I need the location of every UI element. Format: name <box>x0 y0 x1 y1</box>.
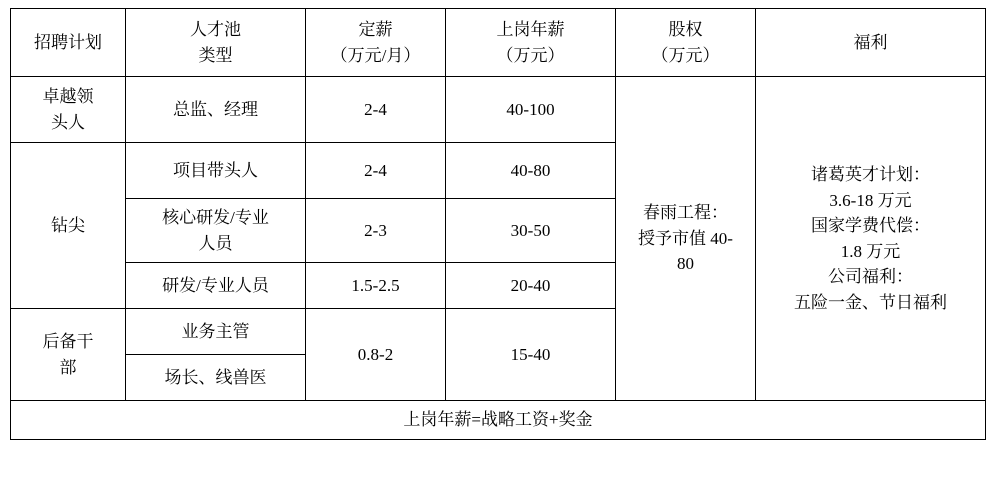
pool-type: 总监、经理 <box>126 77 306 143</box>
group-label-line1: 后备干 <box>42 332 94 351</box>
group-label-reserve-cadre <box>11 309 126 401</box>
header-equity-line2: （万元） <box>651 45 720 65</box>
pool-type <box>126 199 306 263</box>
benefit-item: 诸葛英才计划： <box>811 165 930 184</box>
pool-type-line1: 核心研发/专业 <box>162 208 269 227</box>
header-talent-pool-type <box>126 9 306 77</box>
group-label-line2: 头人 <box>51 112 85 132</box>
benefit-item: 3.6-18 万元 <box>829 190 912 210</box>
header-benefits: 福利 <box>756 9 986 77</box>
header-equity-line1: 股权 <box>668 20 703 39</box>
recruitment-plan-table <box>10 8 986 440</box>
annual-salary: 30-50 <box>446 199 616 263</box>
annual-salary: 40-80 <box>446 143 616 199</box>
fixed-pay: 0.8-2 <box>306 309 446 401</box>
benefit-item: 1.8 万元 <box>840 241 901 261</box>
fixed-pay: 2-3 <box>306 199 446 263</box>
header-annual-salary-line2: （万元） <box>496 45 565 65</box>
header-annual-salary <box>446 9 616 77</box>
header-equity <box>616 9 756 77</box>
group-label-line2: 部 <box>59 357 77 377</box>
pool-type-line2: 人员 <box>198 233 233 253</box>
header-recruitment-plan: 招聘计划 <box>11 9 126 77</box>
group-label-drill-tip <box>11 143 126 309</box>
table-row <box>11 77 986 143</box>
table-header-row <box>11 9 986 77</box>
equity-line1: 春雨工程： <box>643 203 728 223</box>
header-annual-salary-line1: 上岗年薪 <box>496 20 565 39</box>
benefits-cell <box>756 77 986 401</box>
equity-cell <box>616 77 756 401</box>
header-talent-pool-type-line2: 类型 <box>198 45 233 65</box>
benefit-item: 五险一金、节日福利 <box>794 292 947 312</box>
pool-type: 场长、线兽医 <box>126 355 306 401</box>
equity-line2: 授予市值 40- <box>638 228 733 248</box>
pool-type: 研发/专业人员 <box>126 263 306 309</box>
fixed-pay: 1.5-2.5 <box>306 263 446 309</box>
benefit-item: 公司福利： <box>828 267 913 286</box>
pool-type: 业务主管 <box>126 309 306 355</box>
header-fixed-pay-line1: 定薪 <box>358 20 393 39</box>
header-fixed-pay-line2: （万元/月） <box>330 45 421 65</box>
fixed-pay: 2-4 <box>306 77 446 143</box>
group-label-line1: 钻尖 <box>51 215 85 235</box>
pool-type: 项目带头人 <box>126 143 306 199</box>
annual-salary: 40-100 <box>446 77 616 143</box>
fixed-pay: 2-4 <box>306 143 446 199</box>
annual-salary: 20-40 <box>446 263 616 309</box>
group-label-line1: 卓越领 <box>42 87 94 106</box>
annual-salary: 15-40 <box>446 309 616 401</box>
header-talent-pool-type-line1: 人才池 <box>190 20 241 39</box>
equity-line3: 80 <box>677 254 694 274</box>
table-footer-row <box>11 401 986 440</box>
benefit-item: 国家学费代偿： <box>811 216 930 235</box>
header-fixed-pay <box>306 9 446 77</box>
footer-note: 上岗年薪=战略工资+奖金 <box>11 401 986 440</box>
group-label-excellence-leader <box>11 77 126 143</box>
